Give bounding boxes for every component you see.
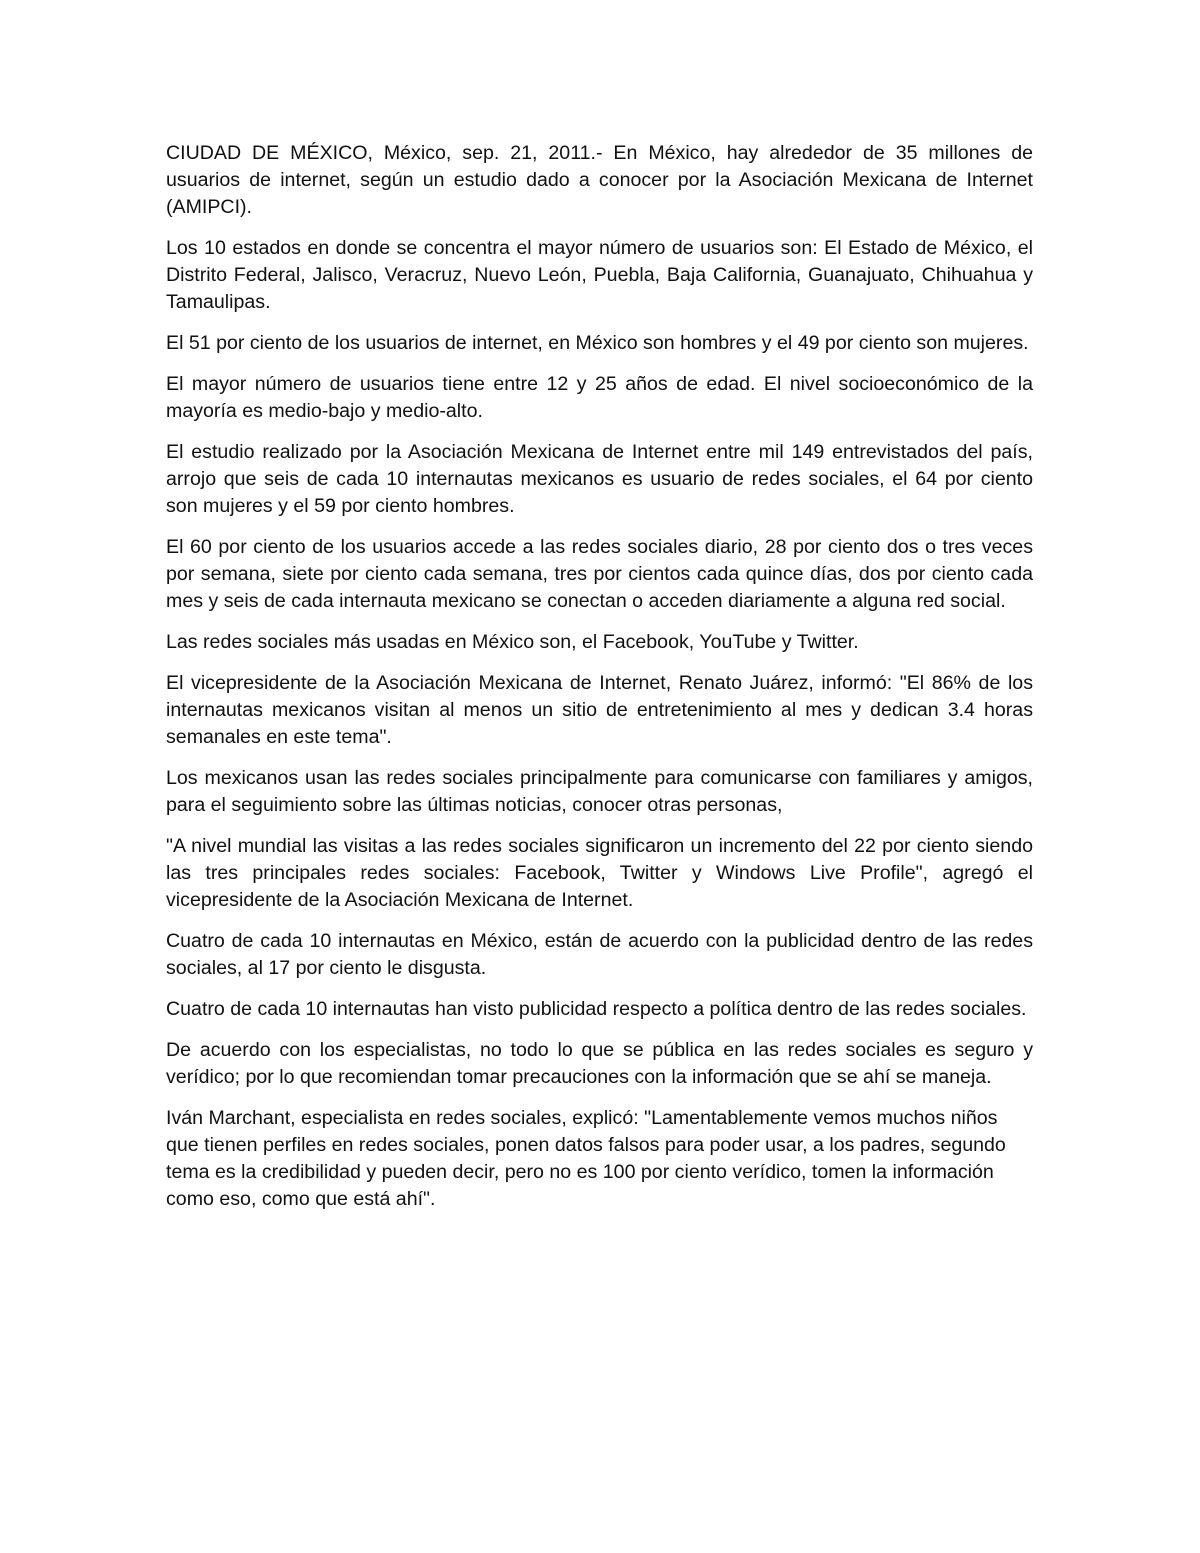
paragraph-gender: El 51 por ciento de los usuarios de internet, en México son hombres y el 49 por ciento son mujeres. [166, 332, 1029, 354]
paragraph-usage: Los mexicanos usan las redes sociales principalmente para comunicarse con familiares y amigos, para el seguimiento sobre las últimas noticias, conocer otras personas, [166, 767, 1033, 816]
article-body [166, 140, 1033, 1227]
paragraph-worldwide: "A nivel mundial las visitas a las redes sociales significaron un incremento del 22 por ciento siendo las tres principales redes sociales: Facebook, Twitter y Windows Live Profile", agregó el vicepresidente de la Asociación Mexicana de Internet. [166, 835, 1033, 911]
paragraph-age: El mayor número de usuarios tiene entre 12 y 25 años de edad. El nivel socioeconómico de la mayoría es medio-bajo y medio-alto. [166, 373, 1033, 422]
paragraph-politics: Cuatro de cada 10 internautas han visto publicidad respecto a política dentro de las redes sociales. [166, 998, 1027, 1020]
paragraph-top-states: Los 10 estados en donde se concentra el mayor número de usuarios son: El Estado de México, el Distrito Federal, Jalisco, Veracruz, Nuevo León, Puebla, Baja California, Guanajuato, Chihuahua y Tamaulipas. [166, 237, 1033, 313]
paragraph-quote: Iván Marchant, especialista en redes sociales, explicó: "Lamentablemente vemos muchos niños que tienen perfiles en redes sociales, ponen datos falsos para poder usar, a los padres, segundo tema es la credibilidad y pueden decir, pero no es 100 por ciento verídico, tomen la información como eso, como que está ahí". [166, 1107, 1006, 1210]
paragraph-advertising: Cuatro de cada 10 internautas en México, están de acuerdo con la publicidad dentro de las redes sociales, al 17 por ciento le disgusta. [166, 930, 1033, 979]
paragraph-specialists: De acuerdo con los especialistas, no todo lo que se pública en las redes sociales es seguro y verídico; por lo que recomiendan tomar precauciones con la información que se ahí se maneja. [166, 1039, 1033, 1088]
paragraph-intro: CIUDAD DE MÉXICO, México, sep. 21, 2011.- En México, hay alrededor de 35 millones de usuarios de internet, según un estudio dado a conocer por la Asociación Mexicana de Internet (AMIPCI). [166, 142, 1033, 218]
paragraph-most-used: Las redes sociales más usadas en México son, el Facebook, YouTube y Twitter. [166, 631, 859, 653]
paragraph-frequency: El 60 por ciento de los usuarios accede a las redes sociales diario, 28 por ciento dos o tres veces por semana, siete por ciento cada semana, tres por cientos cada quince días, dos por ciento cada mes y seis de cada internauta mexicano se conectan o acceden diariamente a alguna red social. [166, 536, 1033, 612]
paragraph-vicepresident: El vicepresidente de la Asociación Mexicana de Internet, Renato Juárez, informó: "El 86% de los internautas mexicanos visitan al menos un sitio de entretenimiento al mes y dedican 3.4 horas semanales en este tema". [166, 672, 1033, 748]
paragraph-study: El estudio realizado por la Asociación Mexicana de Internet entre mil 149 entrevistados del país, arrojo que seis de cada 10 internautas mexicanos es usuario de redes sociales, el 64 por ciento son mujeres y el 59 por ciento hombres. [166, 441, 1033, 517]
